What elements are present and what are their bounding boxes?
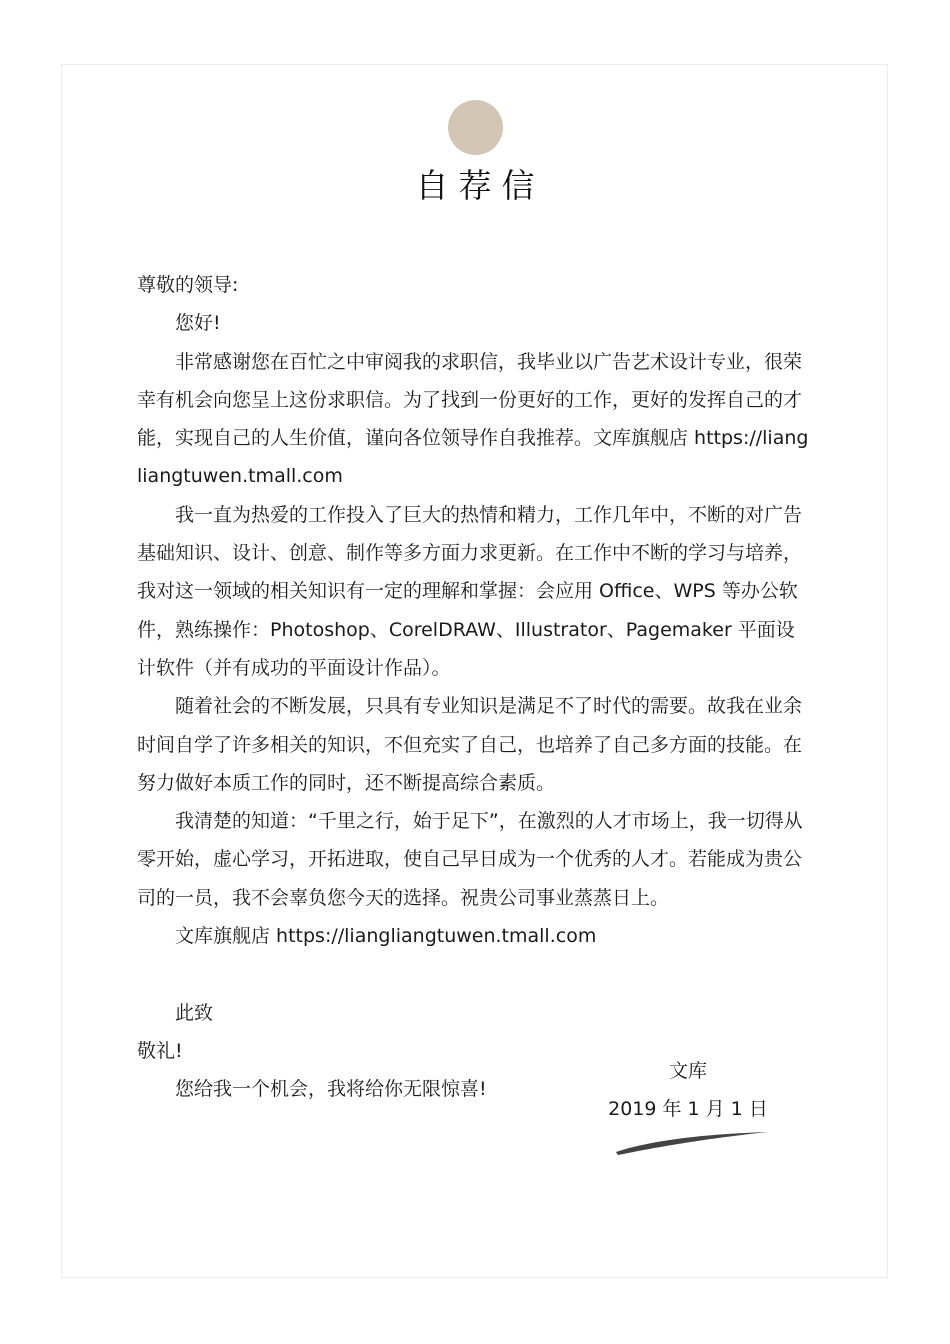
paragraph-2: 我一直为热爱的工作投入了巨大的热情和精力，工作几年中，不断的对广告基础知识、设计、创意、制作等多方面力求更新。在工作中不断的学习与培养，我对这一领域的相关知识有一定的理解和掌握：会应用 Office、WPS 等办公软件，熟练操作：Photoshop、CorelDRAW、Illustrator、Pagemaker 平面设计软件（并有成功的平面设计作品）。 [137,503,803,679]
signature-stroke [612,1124,774,1158]
page-title: 自荐信 [415,166,545,205]
paragraph-1: 非常感谢您在百忙之中审阅我的求职信，我毕业以广告艺术设计专业，很荣幸有机会向您呈上这份求职信。为了找到一份更好的工作，更好的发挥自己的才能，实现自己的人生价值，谨向各位领导作自我推荐。文库旗舰店 https://liangliangtuwen.tmall.com [137,350,809,488]
store-link-line: 文库旗舰店 https://liangliangtuwen.tmall.com [175,925,597,948]
signature-name: 文库 [668,1060,707,1082]
logo-circle [448,100,503,155]
closing-jingli: 敬礼! [137,1039,183,1062]
paragraph-3: 随着社会的不断发展，只具有专业知识是满足不了时代的需要。故我在业余时间自学了许多相关的知识，不但充实了自己，也培养了自己多方面的技能。在努力做好本质工作的同时，还不断提高综合素质。 [137,695,803,794]
signature-block [600,1052,776,1128]
greeting: 您好! [175,312,221,335]
letter-body [137,266,811,1109]
closing-remark: 您给我一个机会，我将给你无限惊喜! [175,1078,487,1101]
closing-cizhi: 此致 [175,1001,214,1024]
blank-line [137,955,811,993]
signature-date: 2019 年 1 月 1 日 [608,1098,768,1120]
paragraph-4: 我清楚的知道：“千里之行，始于足下”，在激烈的人才市场上，我一切得从零开始，虚心学习，开拓进取，使自己早日成为一个优秀的人才。若能成为贵公司的一员，我不会辜负您今天的选择。祝贵公司事业蒸蒸日上。 [137,810,803,909]
salutation: 尊敬的领导: [137,274,239,296]
